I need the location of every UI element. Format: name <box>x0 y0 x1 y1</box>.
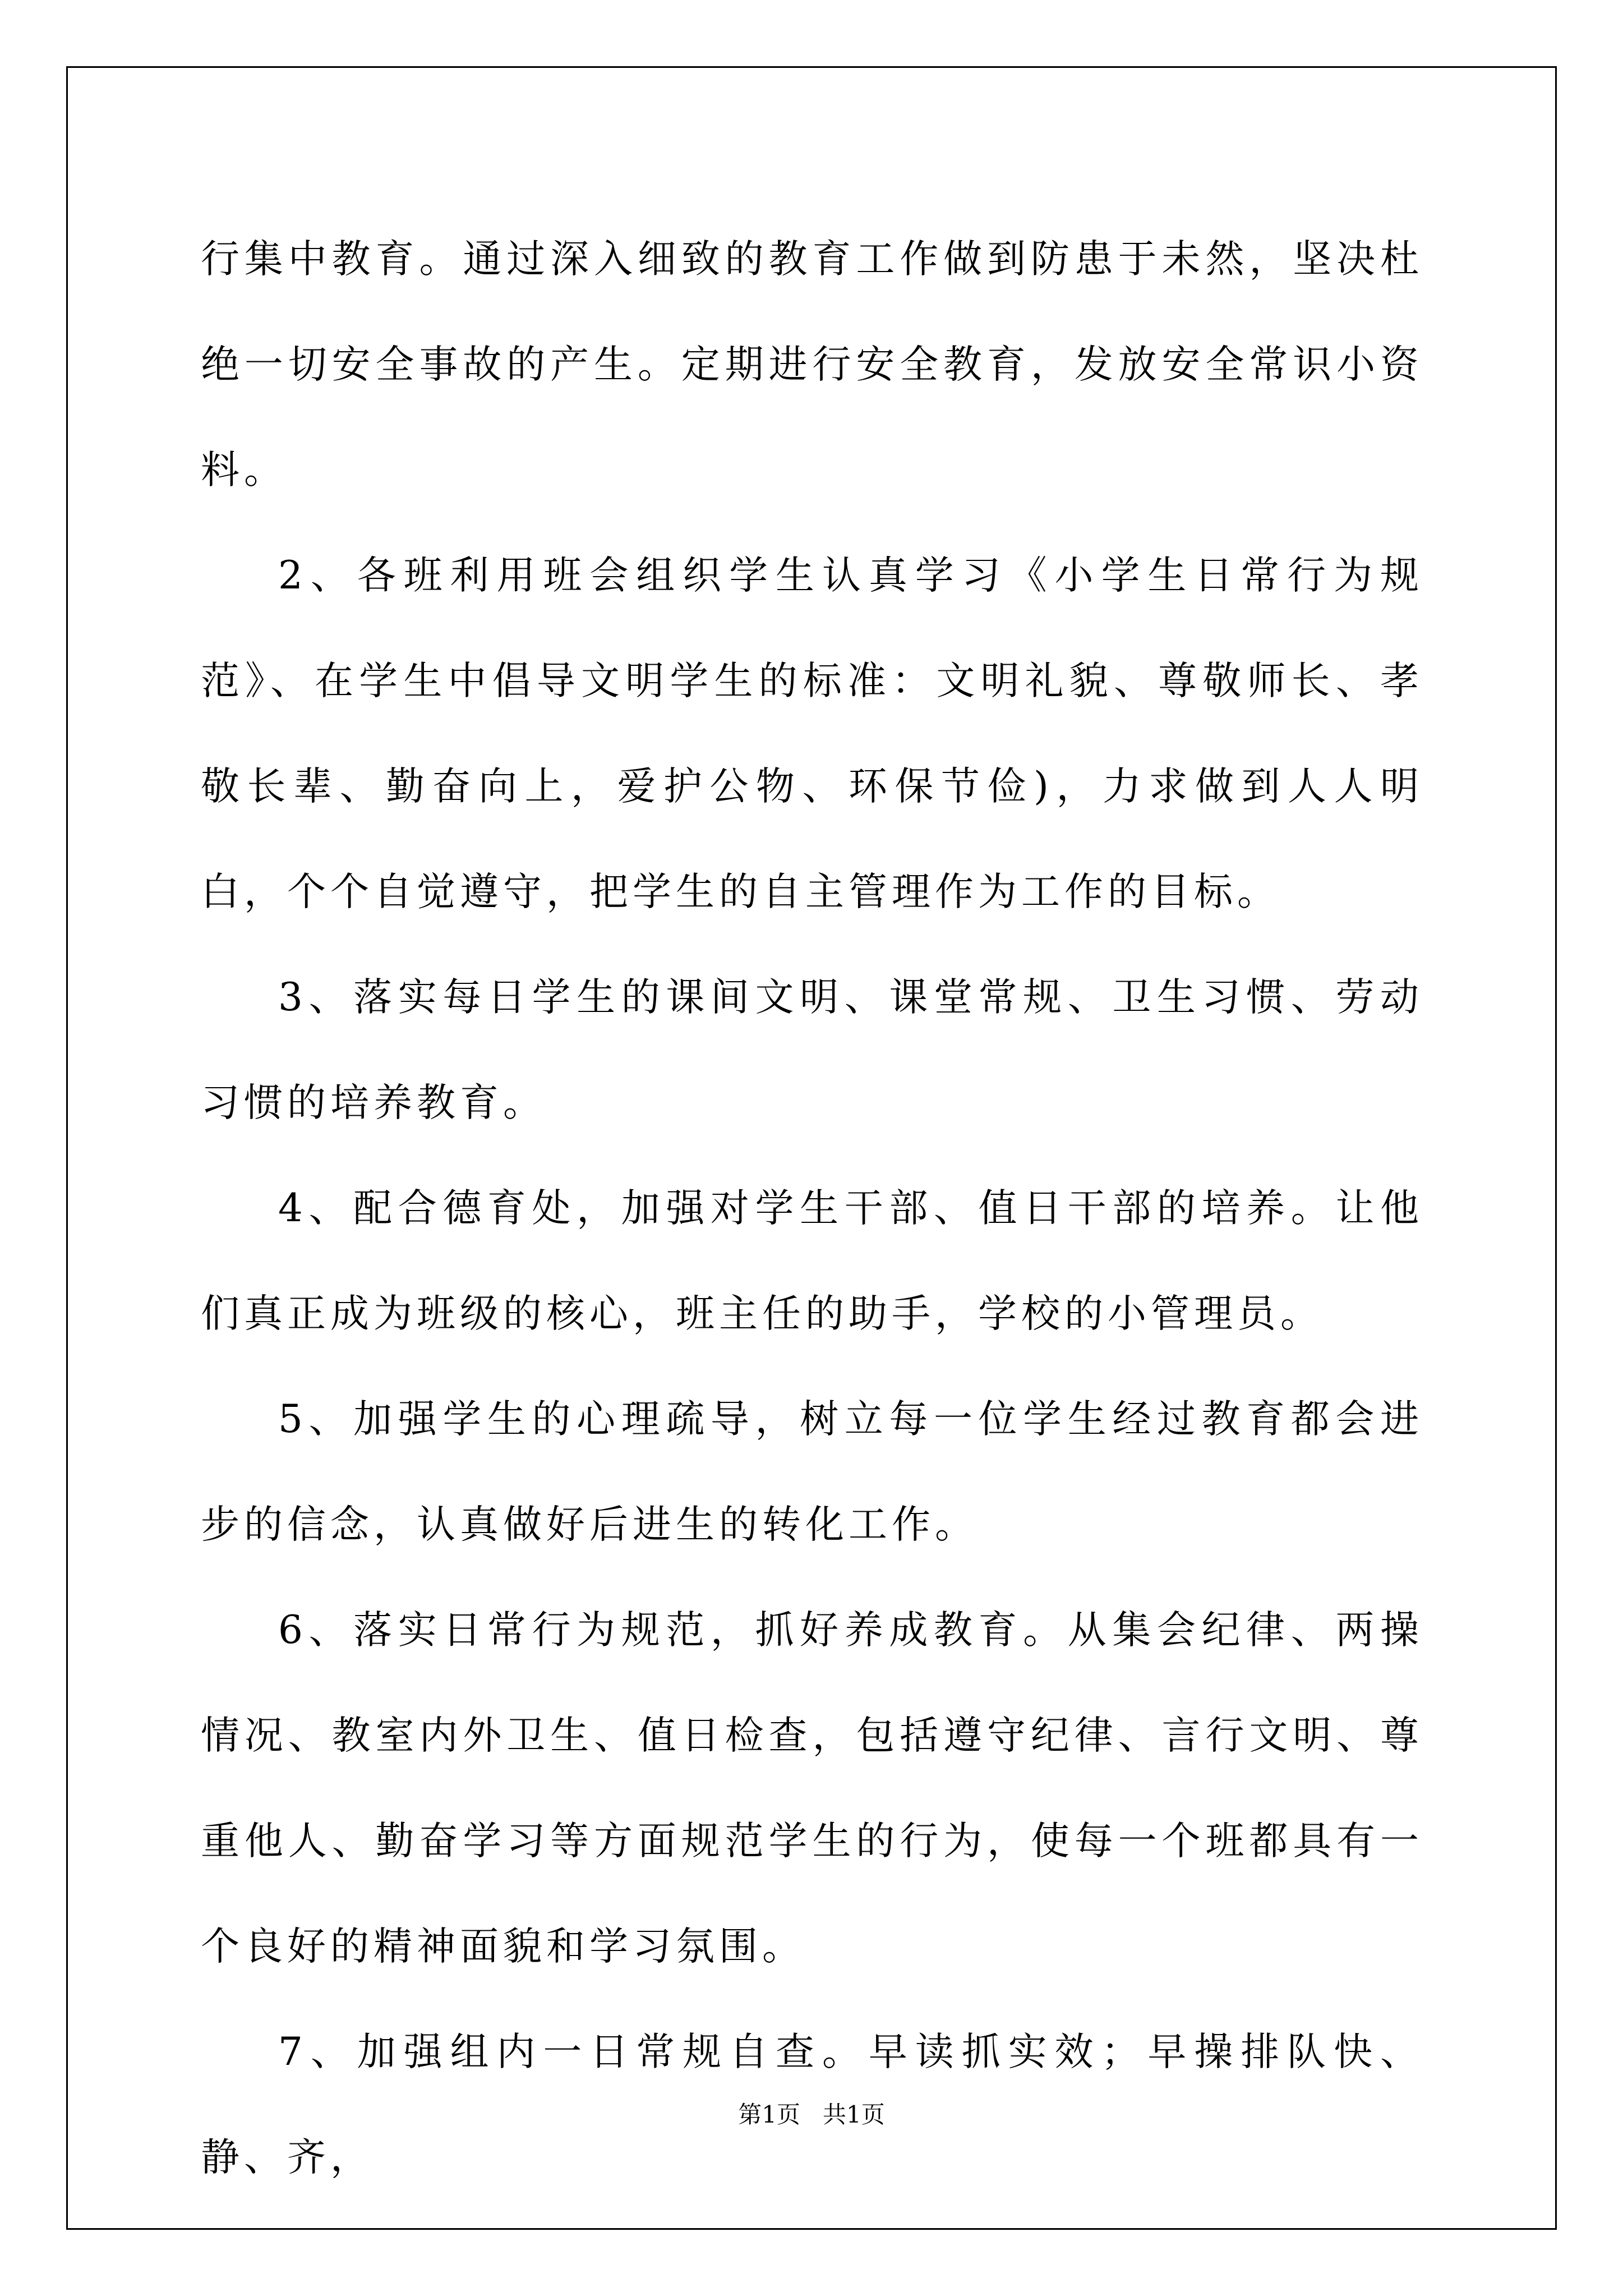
document-body <box>201 206 1423 2210</box>
page-number: 第1页 <box>738 2101 800 2128</box>
paragraph-1: 行集中教育。通过深入细致的教育工作做到防患于未然，坚决杜绝一切安全事故的产生。定期进行安全教育，发放安全常识小资料。 <box>201 237 1423 493</box>
paragraph-4: 4、配合德育处，加强对学生干部、值日干部的培养。让他们真正成为班级的核心，班主任的助手，学校的小管理员。 <box>201 1186 1423 1336</box>
paragraph-5: 5、加强学生的心理疏导，树立每一位学生经过教育都会进步的信念，认真做好后进生的转化工作。 <box>201 1397 1423 1547</box>
page-total: 共1页 <box>823 2101 885 2128</box>
page-footer <box>0 2098 1623 2132</box>
paragraph-3: 3、落实每日学生的课间文明、课堂常规、卫生习惯、劳动习惯的培养教育。 <box>201 975 1423 1125</box>
paragraph-7: 7、加强组内一日常规自查。早读抓实效；早操排队快、静、齐， <box>201 2030 1423 2180</box>
paragraph-6: 6、落实日常行为规范，抓好养成教育。从集会纪律、两操情况、教室内外卫生、值日检查，包括遵守纪律、言行文明、尊重他人、勤奋学习等方面规范学生的行为，使每一个班都具有一个良好的精神面貌和学习氛围。 <box>201 1608 1423 1969</box>
paragraph-2: 2、各班利用班会组织学生认真学习《小学生日常行为规范》、在学生中倡导文明学生的标准：文明礼貌、尊敬师长、孝敬长辈、勤奋向上，爱护公物、环保节俭)，力求做到人人明白，个个自觉遵守，把学生的自主管理作为工作的目标。 <box>201 553 1423 914</box>
